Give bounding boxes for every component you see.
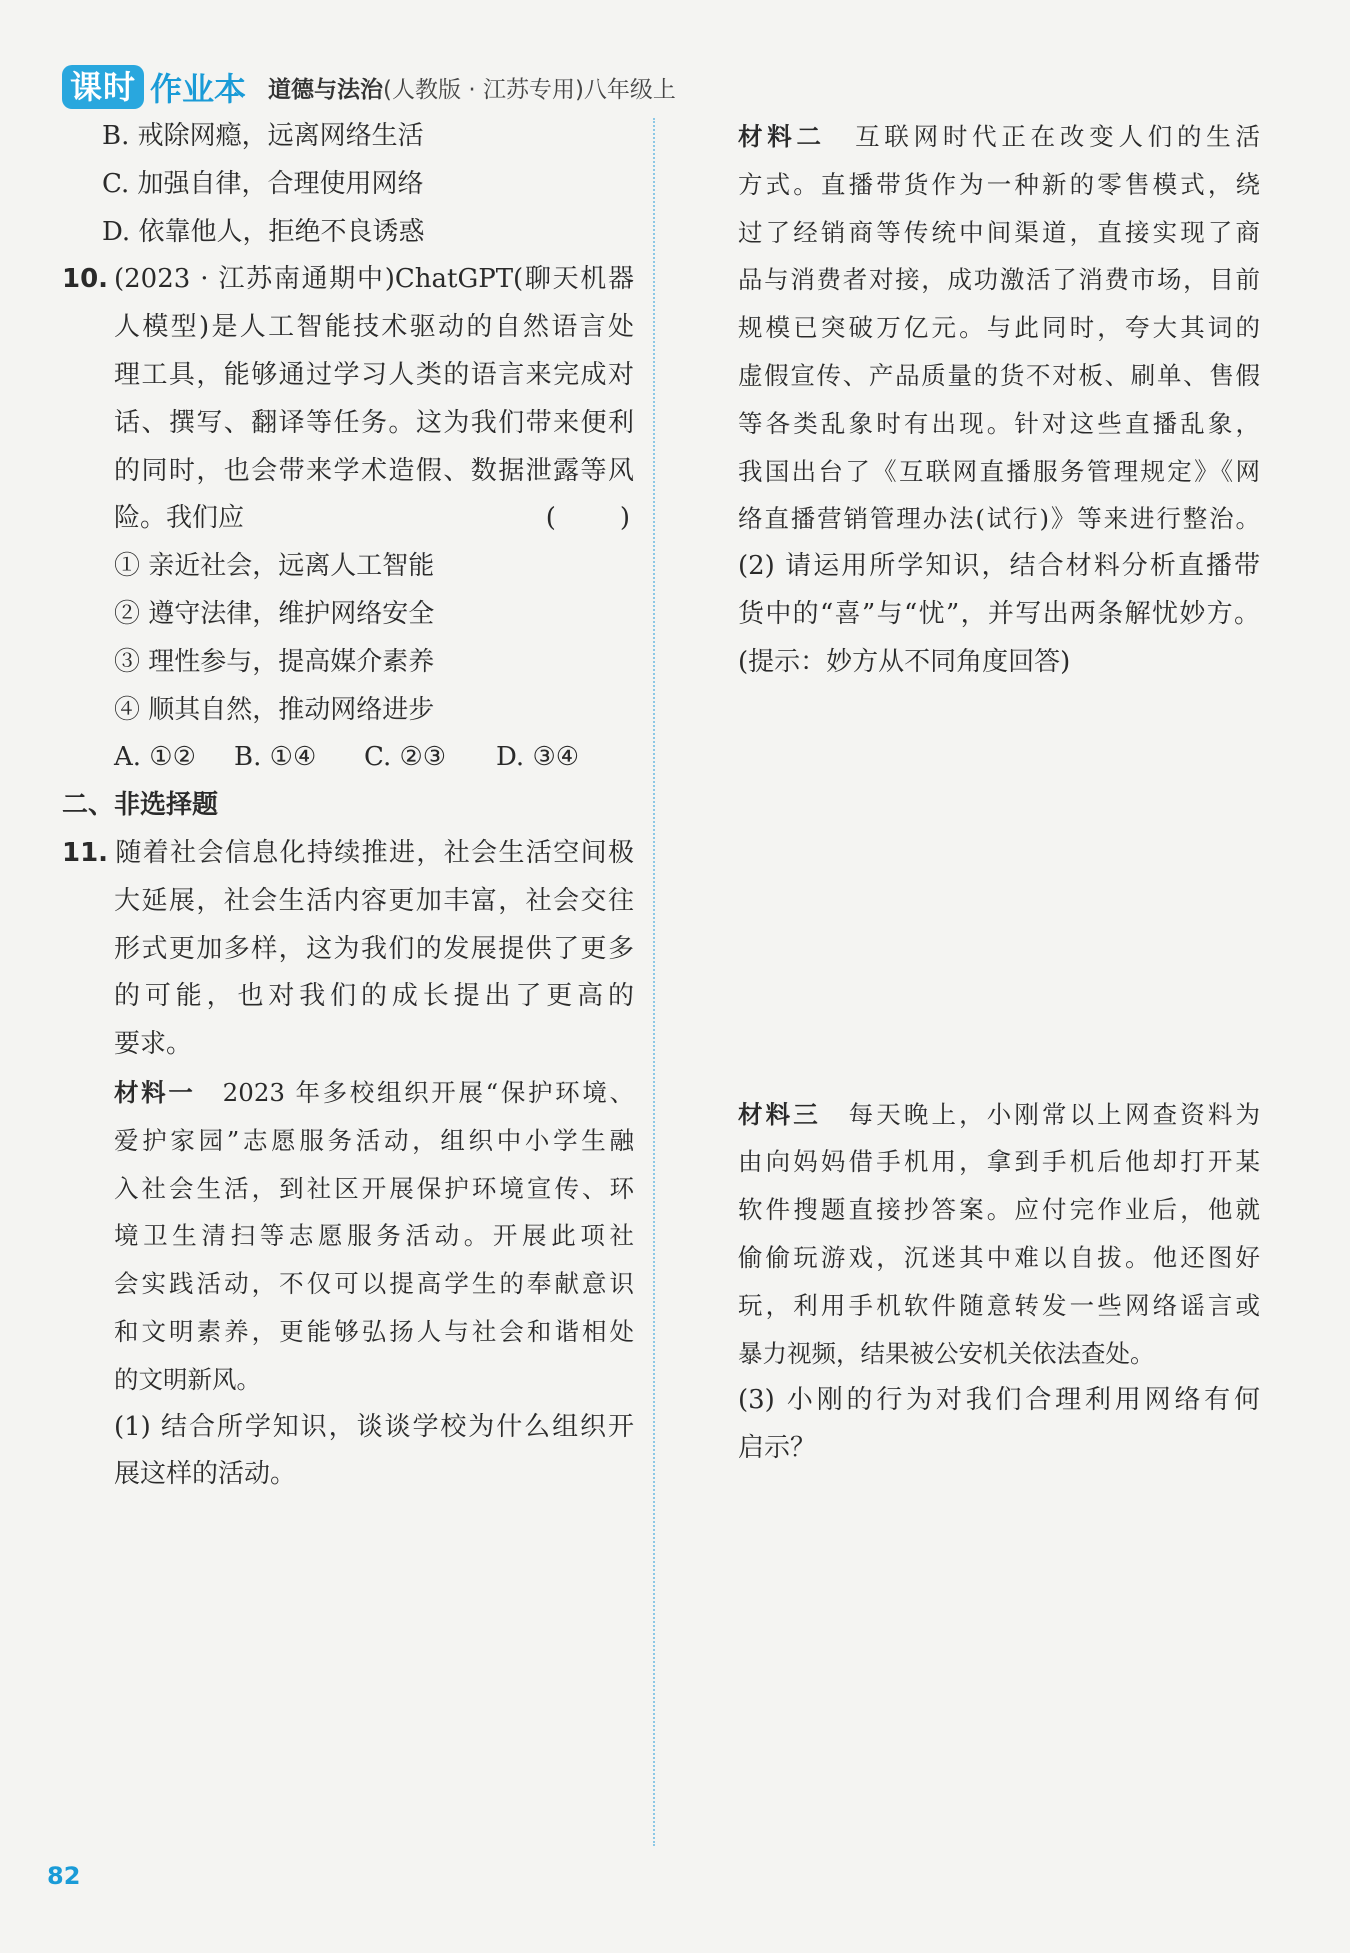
question-2-line: 货中的“喜”与“忧”，并写出两条解忧妙方。: [738, 598, 1260, 629]
question-1-line: 展这样的活动。: [114, 1459, 297, 1490]
material-line: 虚假宣传、产品质量的货不对板、刷单、售假: [738, 360, 1260, 390]
q10-line: 理工具，能够通过学习人类的语言来完成对: [114, 359, 634, 390]
q10-statement: ③ 理性参与，提高媒介素养: [114, 646, 435, 677]
q11-line: 形式更加多样，这为我们的发展提供了更多: [114, 933, 634, 964]
page-number: 82: [47, 1862, 81, 1890]
q9-option-d: D. 依靠他人，拒绝不良诱惑: [102, 216, 425, 247]
choice-b: B. ①④: [234, 742, 317, 773]
material-two: [738, 113, 1260, 543]
left-column: [62, 113, 634, 1499]
material-line: 材料三 每天晚上，小刚常以上网查资料为: [738, 1099, 1261, 1129]
material-line: 会实践活动，不仅可以提高学生的奉献意识: [114, 1269, 634, 1299]
material-line: 软件搜题直接抄答案。应付完作业后，他就: [738, 1195, 1260, 1225]
column-divider: [653, 118, 655, 1846]
question-3-line: (3) 小刚的行为对我们合理利用网络有何: [738, 1385, 1260, 1416]
material-label: 材料二: [738, 122, 826, 151]
question-2-hint: (提示：妙方从不同角度回答): [738, 646, 1071, 677]
q10-statement: ① 亲近社会，远离人工智能: [114, 551, 435, 582]
material-line: 爱护家园”志愿服务活动，组织中小学生融: [114, 1125, 634, 1155]
material-line: 的文明新风。: [114, 1364, 261, 1394]
question-2-line: (2) 请运用所学知识，结合材料分析直播带: [738, 551, 1260, 582]
material-line: 境卫生清扫等志愿服务活动。开展此项社: [114, 1221, 634, 1251]
material-line: 品与消费者对接，成功激活了消费市场，目前: [738, 265, 1260, 295]
q10-choices: [62, 734, 634, 782]
material-line: 和文明素养，更能够弘扬人与社会和谐相处: [114, 1316, 634, 1346]
material-three: [738, 1091, 1260, 1378]
question-1-line: (1) 结合所学知识，谈谈学校为什么组织开: [114, 1411, 634, 1442]
q10-line: 10. (2023 · 江苏南通期中)ChatGPT(聊天机器: [62, 256, 634, 304]
q11-line: 的可能，也对我们的成长提出了更高的: [114, 981, 634, 1012]
material-label: 材料三: [738, 1099, 821, 1129]
question-11: [62, 830, 634, 1499]
choice-d: D. ③④: [496, 742, 580, 773]
section-title: 二、非选择题: [62, 790, 219, 821]
q10-statement: ② 遵守法律，维护网络安全: [114, 598, 435, 629]
choice-c: C. ②③: [364, 742, 447, 773]
brand-logo: [62, 64, 246, 110]
material-line: 材料一 2023 年多校组织开展“保护环境、: [114, 1077, 634, 1107]
q10-line: 的同时，也会带来学术造假、数据泄露等风: [114, 455, 634, 486]
material-line: 我国出台了《互联网直播服务管理规定》《网: [738, 456, 1260, 486]
material-line: 等各类乱象时有出现。针对这些直播乱象，: [738, 408, 1260, 438]
q10-line: 话、撰写、翻译等任务。这为我们带来便利: [114, 407, 634, 438]
page-header: [62, 62, 676, 112]
material-line: 由向妈妈借手机用，拿到手机后他却打开某: [738, 1147, 1260, 1177]
q9-option-b: B. 戒除网瘾，远离网络生活: [102, 121, 424, 151]
material-line: 络直播营销管理办法(试行)》等来进行整治。: [738, 504, 1260, 534]
material-line: 暴力视频，结果被公安机关依法查处。: [738, 1338, 1155, 1368]
q10-number: 10.: [62, 264, 109, 295]
q9-option-c: C. 加强自律，合理使用网络: [102, 168, 424, 199]
q11-number: 11.: [62, 837, 109, 868]
answer-space: [738, 687, 1260, 1091]
subject-title: 道德与法治: [268, 76, 384, 103]
choice-a: A. ①②: [114, 742, 196, 773]
material-line: 玩，利用手机软件随意转发一些网络谣言或: [738, 1290, 1260, 1320]
edition-label: (人教版 · 江苏专用)八年级上: [383, 76, 676, 103]
q11-line: 大延展，社会生活内容更加丰富，社会交往: [114, 885, 634, 916]
q11-line: 11. 随着社会信息化持续推进，社会生活空间极: [62, 830, 634, 878]
material-label: 材料一: [114, 1077, 196, 1107]
answer-bracket: ( ): [545, 503, 634, 534]
material-line: 方式。直播带货作为一种新的零售模式，绕: [738, 169, 1260, 199]
material-line: 过了经销商等传统中间渠道，直接实现了商: [738, 217, 1260, 247]
q11-line: 要求。: [114, 1029, 193, 1060]
material-line: 入社会生活，到社区开展保护环境宣传、环: [114, 1173, 634, 1203]
question-3-line: 启示？: [738, 1433, 817, 1464]
question-10: [62, 256, 634, 782]
material-line: 规模已突破万亿元。与此同时，夸大其词的: [738, 313, 1260, 343]
q10-statement: ④ 顺其自然，推动网络进步: [114, 694, 435, 725]
material-line: 偷偷玩游戏，沉迷其中难以自拔。他还图好: [738, 1242, 1260, 1272]
q10-line: 人模型)是人工智能技术驱动的自然语言处: [114, 312, 634, 343]
right-column: [738, 113, 1260, 1473]
q10-stem-end: 险。我们应 ( ): [62, 495, 634, 543]
material-one: [62, 1069, 634, 1404]
material-line: 材料二 互联网时代正在改变人们的生活: [738, 122, 1261, 151]
brand-box: 课时: [62, 65, 144, 109]
brand-text: 作业本: [150, 70, 247, 108]
